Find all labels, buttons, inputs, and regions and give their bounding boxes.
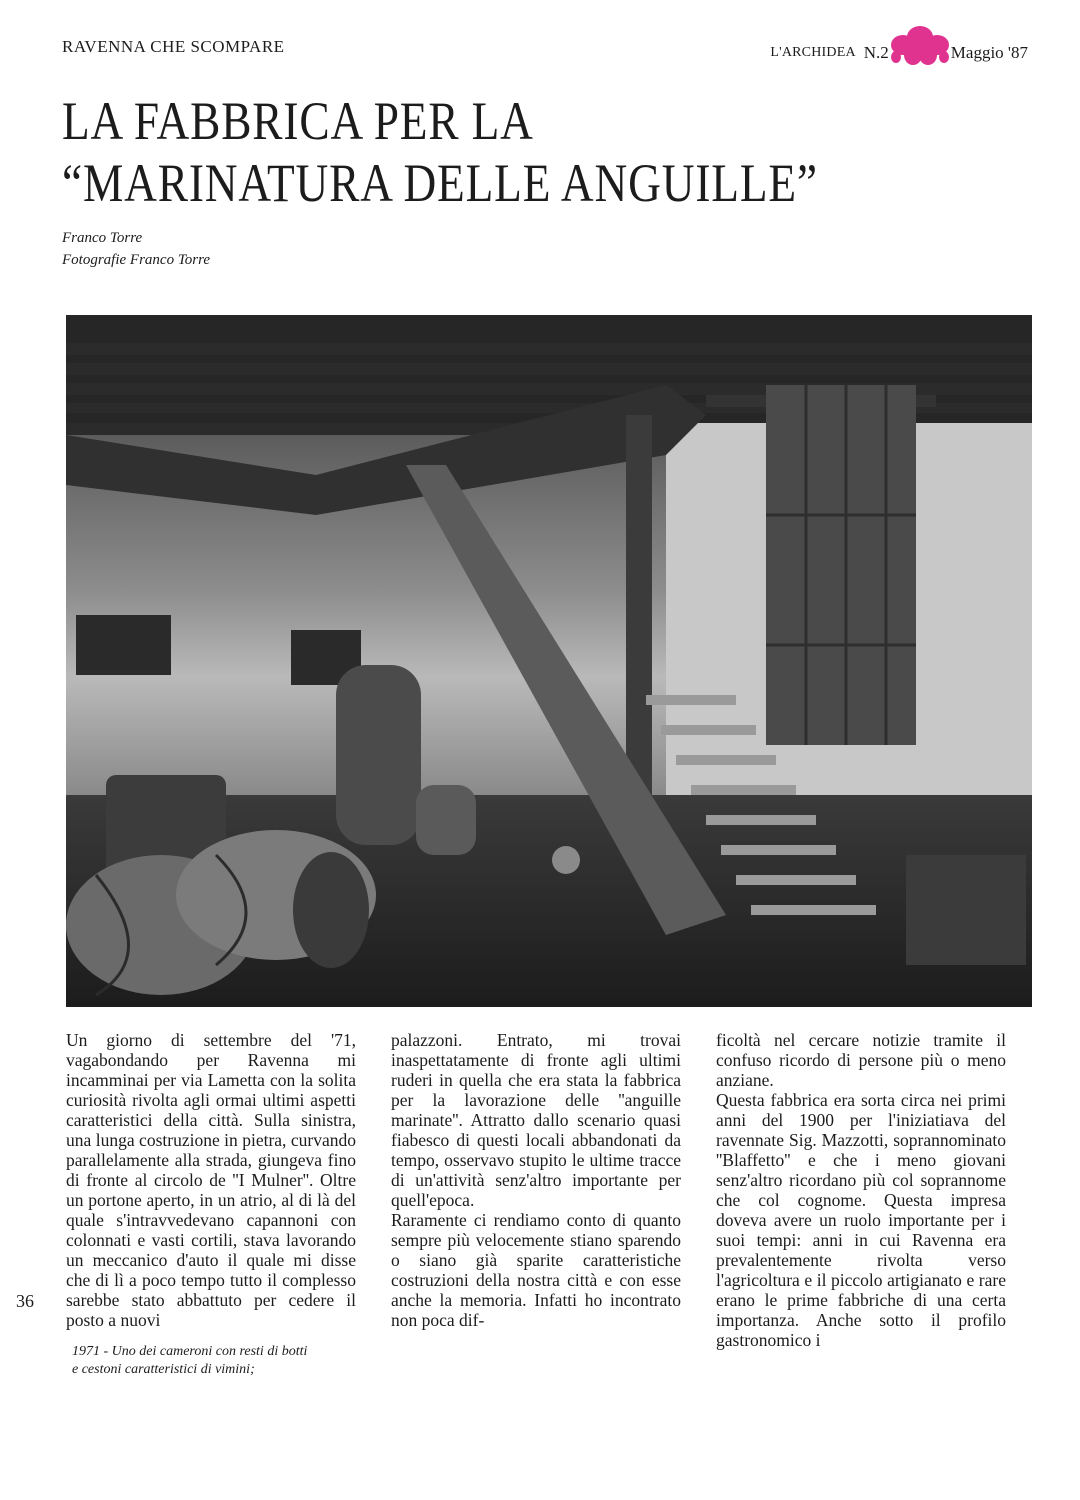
title-line-2: “MARINATURA DELLE ANGUILLE” (62, 153, 818, 213)
photo-credit: Fotografie Franco Torre (62, 252, 211, 268)
abandoned-factory-interior-photo (66, 315, 1032, 1007)
issue-date: Maggio '87 (950, 43, 1028, 62)
paragraph-3: Raramente ci rendiamo conto di quanto sempre più velocemente stiano sparendo o siano già sparite caratteristiche costruzioni della nostra città e con esse anche la memoria. Infatti ho incontrato non poca dif- (391, 1210, 681, 1330)
paragraph-5: Questa fabbrica era sorta circa nei primi anni del 1900 per l'iniziatiava del ravennate Sig. Mazzotti, soprannominato ''Blaffetto'' e che i meno giovani senz'altro ricordano più col soprannome che col cognome. Questa impresa doveva avere un ruolo importante per i suoi tempi: anni in cui Ravenna era prevalentemente rivolta verso l'agricoltura e il piccolo artigianato e rare erano le prime fabbriche di una certa importanza. Anche sotto il profilo gastronomico i (716, 1090, 1006, 1350)
author: Franco Torre (62, 230, 143, 246)
paragraph-4: ficoltà nel cercare notizie tramite il confuso ricordo di persone più o meno anziane. (716, 1030, 1006, 1090)
article-column-2 (391, 1030, 681, 1330)
issue-number: N.2 (863, 43, 889, 62)
magazine-name: L'ARCHIDEA (770, 45, 856, 60)
page-number: 36 (16, 1291, 34, 1311)
byline (62, 227, 210, 271)
paragraph-2: palazzoni. Entrato, mi trovai inaspettatamente di fronte agli ultimi ruderi in quella che era stata la fabbrica per la lavorazione delle ''anguille marinate''. Attratto dallo scenario quasi fiabesco di questi locali abbandonati da tempo, osservavo stupito le ultime tracce di un'attività senz'altro importante per quell'epoca. (391, 1030, 681, 1210)
title-line-1: LA FABBRICA PER LA (62, 91, 534, 151)
article-column-3 (716, 1030, 1006, 1350)
orchid-logo-icon (891, 25, 949, 69)
article-title (62, 90, 818, 214)
article-column-1 (66, 1030, 356, 1330)
masthead (770, 37, 1028, 69)
section-label: RAVENNA CHE SCOMPARE (62, 37, 285, 56)
paragraph-1: Un giorno di settembre del '71, vagabondando per Ravenna mi incamminai per via Lametta con la solita curiosità rivolta agli ormai ultimi aspetti caratteristici della città. Sulla sinistra, una lunga costruzione in pietra, curvando parallelamente alla strada, giungeva fino di fronte al circolo de ''I Mulner''. Oltre un portone aperto, in un atrio, al di là del quale s'intravvedevano capannoni con colonnati e vasti cortili, stava lavorando un meccanico d'auto il quale mi disse che di lì a poco tempo tutto il complesso sarebbe stato abbattuto per cedere il posto a nuovi (66, 1030, 356, 1330)
photo-caption: 1971 - Uno dei cameroni con resti di botti e cestoni caratteristici di vimini; (72, 1344, 308, 1377)
